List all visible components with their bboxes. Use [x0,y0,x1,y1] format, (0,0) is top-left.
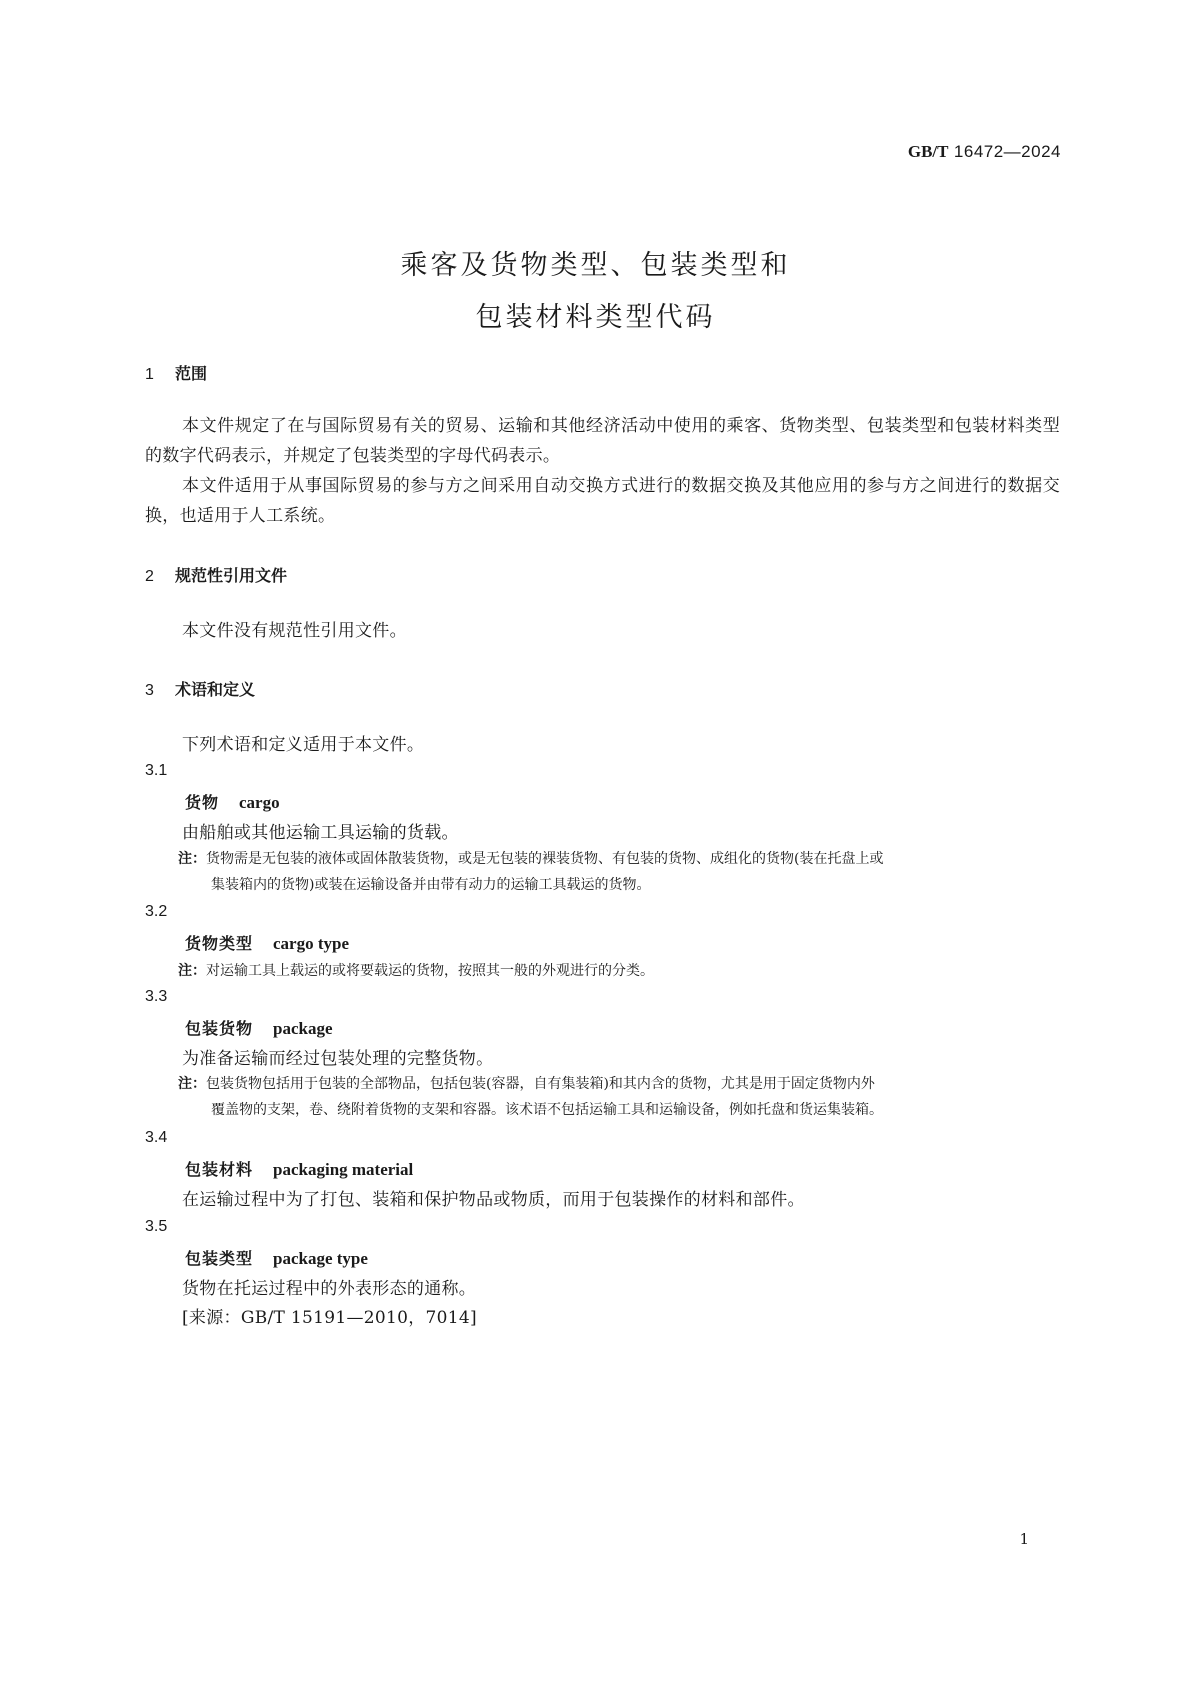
term-chinese: 包装货物 [185,1019,254,1038]
note-text: 货物需是无包装的液体或固体散装货物，或是无包装的裸装货物、有包装的货物、成组化的货物(装在托盘上或 [206,851,884,867]
term-definition: 货物在托运过程中的外表形态的通称。 [182,1279,477,1299]
term-heading [185,931,349,954]
section-1-paragraph-1: 本文件规定了在与国际贸易有关的贸易、运输和其他经济活动中使用的乘客、货物类型、包装类型和包装材料类型的数字代码表示，并规定了包装类型的字母代码表示。 [145,416,1060,466]
term-heading [185,1246,368,1269]
note-text: 集装箱内的货物)或装在运输设备并由带有动力的运输工具载运的货物。 [211,877,651,893]
term-definition: 在运输过程中为了打包、装箱和保护物品或物质，而用于包装操作的材料和部件。 [182,1190,805,1210]
term-chinese: 货物类型 [185,934,254,953]
term-heading [185,790,280,813]
section-1-paragraph-2: 本文件适用于从事国际贸易的参与方之间采用自动交换方式进行的数据交换及其他应用的参与方之间进行的数据交换，也适用于人工系统。 [145,476,1060,526]
term-note [178,846,1068,898]
term-heading [185,1016,333,1039]
term-heading [185,1157,413,1180]
term-definition: 由船舶或其他运输工具运输的货载。 [182,823,459,843]
standard-number: 16472—2024 [953,142,1061,161]
section-number: 2 [145,568,154,585]
page-number: 1 [1019,1530,1029,1548]
term-note [178,1071,1068,1123]
note-text: 包装货物包括用于包装的全部物品，包括包装(容器，自有集装箱)和其内含的货物，尤其是用于固定货物内外 [206,1076,875,1092]
term-chinese: 货物 [185,793,220,812]
section-number: 3 [145,682,154,699]
section-3-heading [145,677,255,700]
section-2-heading [145,563,287,586]
standard-code [908,142,1061,162]
term-definition: 为准备运输而经过包装处理的完整货物。 [182,1049,494,1069]
note-text: 覆盖物的支架，卷、绕附着货物的支架和容器。该术语不包括运输工具和运输设备，例如托盘和货运集装箱。 [211,1102,883,1118]
section-1-heading [145,361,207,384]
term-number: 3.4 [145,1129,168,1146]
term-english: package [273,1019,333,1038]
title-line-2: 包装材料类型代码 [475,302,716,333]
term-english: cargo [239,793,280,812]
title-line-1: 乘客及货物类型、包装类型和 [400,250,791,281]
note-label: 注： [178,963,206,979]
term-number: 3.2 [145,903,168,920]
term-english: packaging material [273,1160,414,1179]
term-note [178,958,1068,984]
term-number: 3.3 [145,988,168,1005]
section-title: 规范性引用文件 [175,566,288,585]
standard-prefix: GB/T [907,142,949,161]
note-text: 对运输工具上载运的或将要载运的货物，按照其一般的外观进行的分类。 [206,963,654,979]
document-title [0,240,1191,344]
term-english: cargo type [273,934,350,953]
term-source: [来源：GB/T 15191—2010，7014] [182,1308,477,1328]
term-number: 3.5 [145,1218,168,1235]
note-label: 注： [178,851,206,867]
section-title: 范围 [175,364,208,383]
term-number: 3.1 [145,762,168,779]
section-2-paragraph: 本文件没有规范性引用文件。 [182,621,407,641]
term-chinese: 包装类型 [185,1249,254,1268]
section-3-intro: 下列术语和定义适用于本文件。 [182,735,425,755]
term-chinese: 包装材料 [185,1160,254,1179]
term-english: package type [273,1249,368,1268]
note-label: 注： [178,1076,206,1092]
section-title: 术语和定义 [175,680,256,699]
section-number: 1 [145,366,154,383]
